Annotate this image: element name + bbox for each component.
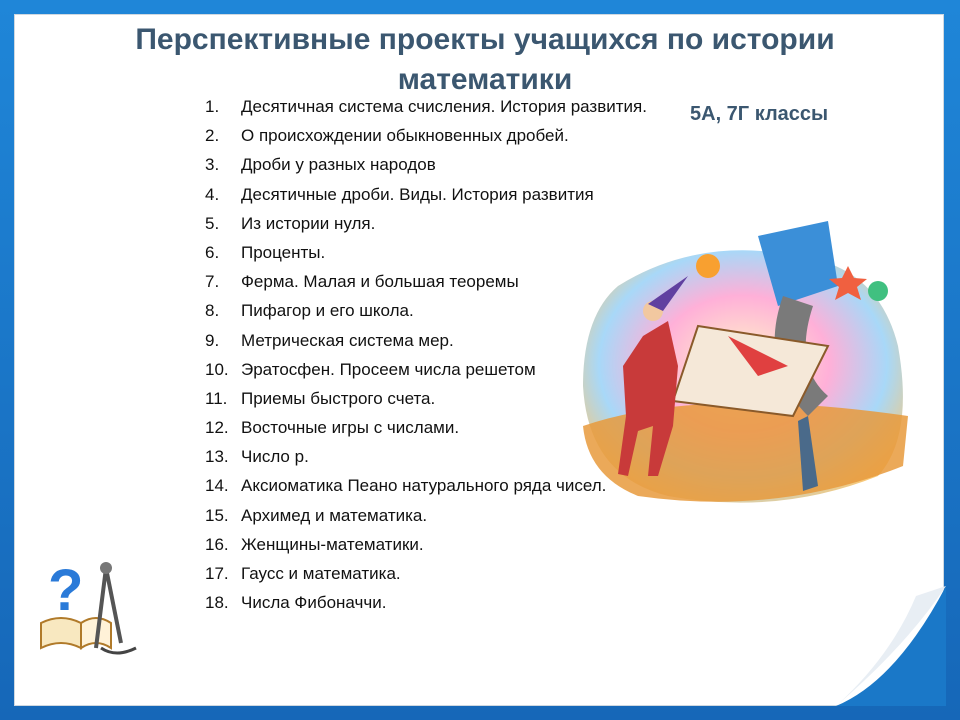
list-item (205, 154, 685, 176)
classes-label: 5А, 7Г классы (690, 103, 829, 125)
list-item-number: 9. (205, 330, 220, 350)
list-item-text: Приемы быстрого счета. (241, 388, 436, 408)
list-item-text: Эратосфен. Просеем числа решетом (241, 359, 536, 379)
list-item-number: 15. (205, 505, 229, 525)
list-item-text: Аксиоматика Пеано натурального ряда чисел. (241, 476, 607, 496)
page-title (60, 20, 910, 100)
list-item-number: 3. (205, 155, 220, 175)
list-item-text: Десятичные дроби. Виды. История развития (241, 184, 594, 204)
list-item-text: О происхождении обыкновенных дробей. (241, 126, 569, 146)
list-item-number: 17. (205, 564, 229, 583)
title-line-1: Перспективные проекты учащихся по истории (135, 23, 835, 56)
list-item-text: Число р. (241, 447, 309, 467)
list-item-number: 16. (205, 534, 229, 554)
list-item-text: Пифагор и его школа. (241, 301, 414, 321)
list-item-text: Числа Фибоначчи. (241, 593, 387, 613)
list-item-number: 7. (205, 272, 220, 292)
list-item (205, 534, 685, 556)
list-item-number: 11. (205, 388, 228, 408)
list-item-number: 14. (205, 476, 229, 496)
math-painting-illustration (578, 216, 914, 506)
list-item-number: 13. (205, 447, 229, 467)
list-item-text: Десятичная система счисления. История развития. (241, 97, 647, 116)
list-item-number: 4. (205, 184, 220, 204)
list-item-number: 18. (205, 593, 229, 613)
list-item (205, 96, 685, 118)
list-item (205, 505, 685, 527)
list-item (205, 563, 685, 585)
list-item-text: Архимед и математика. (241, 505, 428, 525)
question-book-compass-icon (36, 548, 141, 658)
list-item (205, 184, 685, 206)
list-item-number: 1. (205, 97, 220, 116)
list-item-number: 10. (205, 359, 229, 379)
list-item-number: 8. (205, 301, 220, 321)
list-item-number: 5. (205, 213, 220, 233)
list-item-text: Женщины-математики. (241, 534, 424, 554)
list-item-text: Гаусс и математика. (241, 564, 401, 583)
list-item-text: Восточные игры с числами. (241, 418, 460, 438)
list-item-text: Ферма. Малая и большая теоремы (241, 272, 519, 292)
list-item-text: Проценты. (241, 242, 326, 262)
list-item-number: 6. (205, 242, 220, 262)
svg-text:?: ? (48, 558, 84, 623)
list-item (205, 592, 685, 614)
title-line-2: математики (397, 63, 573, 96)
list-item-number: 12. (205, 418, 229, 438)
list-item-text: Дроби у разных народов (241, 155, 436, 175)
list-item-text: Метрическая система мер. (241, 330, 454, 350)
page-curl-decoration (836, 586, 946, 706)
list-item (205, 125, 685, 147)
list-item-number: 2. (205, 126, 220, 146)
list-item-text: Из истории нуля. (241, 213, 376, 233)
